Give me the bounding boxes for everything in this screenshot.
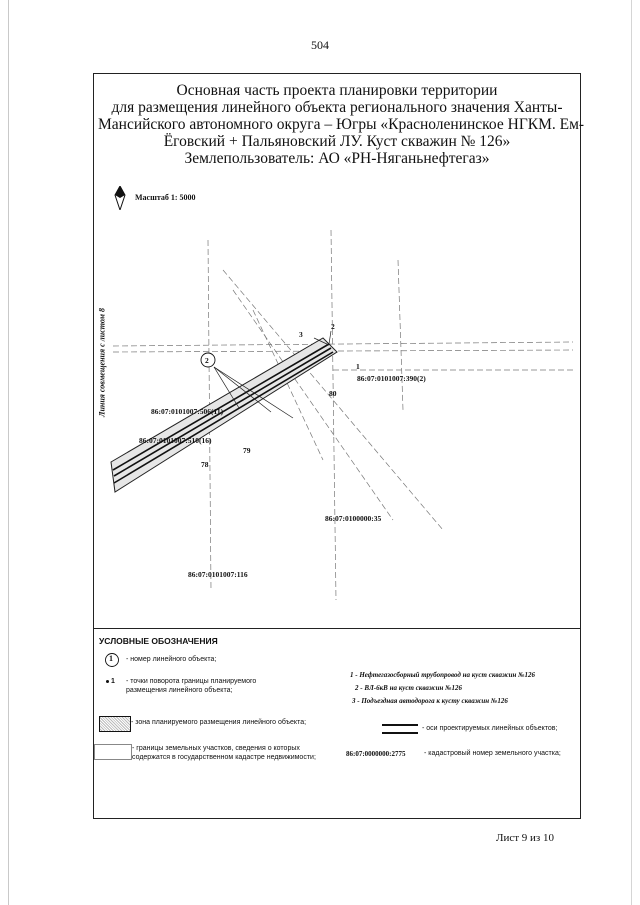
cadastral-label: 86:07:0101007:390(2): [357, 374, 426, 383]
legend-divider: [93, 628, 581, 629]
cadastral-label: 86:07:0101007:116: [188, 570, 248, 579]
legend-point-sample: 1: [106, 678, 115, 687]
legend-cadastral-number: - кадастровый номер земельного участка;: [424, 750, 561, 757]
legend-axes: - оси проектируемых линейных объектов;: [422, 725, 558, 732]
legend-sample-number: 1: [109, 654, 113, 663]
scan-edge-line: [8, 0, 9, 905]
match-line-text: Линия совмещения с листом 8: [97, 307, 107, 418]
map-object-number: 2: [205, 356, 209, 365]
title-line: Ёговский + Пальяновский ЛУ. Куст скважин № 126»: [163, 133, 511, 150]
cadastral-label: 86:07:0101007:506(11): [151, 407, 224, 416]
cadastral-label: 86:07:0100000:35: [325, 514, 382, 523]
title-line: для размещения линейного объекта регионального значения Ханты-: [111, 99, 563, 116]
point-label: 79: [243, 446, 251, 455]
page-number: 504: [311, 38, 329, 52]
point-label: 78: [201, 460, 209, 469]
title-line: Мансийского автономного округа – Югры «Красноленинское НГКМ. Ем-: [98, 116, 585, 133]
site-plan-map: [93, 200, 581, 620]
point-label: 1: [356, 362, 360, 371]
legend-object-3: 3 - Подъездная автодорога к кусту скважин №126: [352, 697, 508, 705]
legend-axis-swatch: [382, 724, 418, 734]
legend-object-number: - номер линейного объекта;: [126, 656, 217, 663]
scale-label: Масштаб 1: 5000: [135, 193, 196, 202]
point-dot-icon: [106, 680, 109, 683]
legend-land-plots: - границы земельных участков, сведения о которых содержатся в государственном кадастре недвижимости;: [132, 745, 316, 761]
legend-object-1: 1 - Нефтегазосборный трубопровод на куст скважин №126: [350, 671, 536, 679]
legend-object-2: 2 - ВЛ-6кВ на куст скважин №126: [355, 684, 463, 692]
legend-title: УСЛОВНЫЕ ОБОЗНАЧЕНИЯ: [99, 636, 218, 646]
title-line: Землепользователь: АО «РН-Няганьнефтегаз»: [184, 150, 490, 167]
scan-edge-line: [631, 0, 632, 905]
legend-land-plot-swatch: [94, 744, 132, 760]
legend-cadastral-sample: 86:07:0000000:2775: [346, 750, 406, 758]
point-label: 2: [331, 322, 335, 331]
document-title: [98, 82, 585, 167]
point-label: 80: [329, 389, 337, 398]
legend-zone: - зона планируемого размещения линейного объекта;: [131, 719, 307, 726]
legend-zone-swatch: [99, 716, 131, 732]
sheet-number: Лист 9 из 10: [496, 832, 555, 844]
legend-turning-points: - точки поворота границы планируемого размещения линейного объекта;: [126, 678, 257, 694]
title-line: Основная часть проекта планировки территории: [176, 82, 498, 99]
cadastral-label: 86:07:0101007:510(16): [139, 436, 212, 445]
point-label: 3: [299, 330, 303, 339]
